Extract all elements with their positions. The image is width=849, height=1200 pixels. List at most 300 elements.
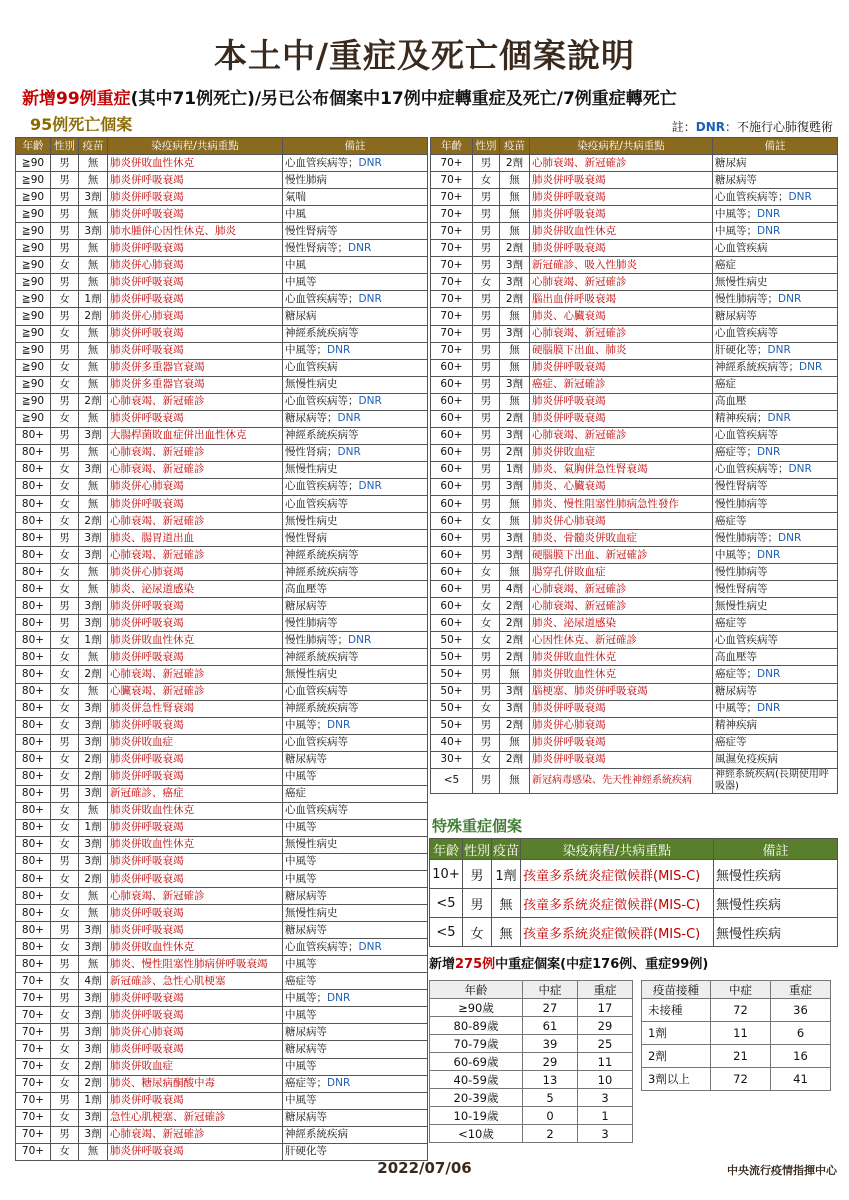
remark-cell [283,871,428,888]
course-cell: 心肺衰竭、新冠確診 [108,393,283,410]
sex-cell: 男 [473,257,500,274]
vaccine-cell: 無 [79,240,108,257]
course-cell: 肺炎併心肺衰竭 [108,564,283,581]
remark-cell [283,478,428,495]
course-cell: 肺炎併呼吸衰竭 [108,717,283,734]
course-cell: 肺炎併呼吸衰竭 [530,189,713,206]
vaccine-cell: 無 [500,564,530,581]
course-cell: 肺炎、慢性阻塞性肺病急性發作 [530,495,713,512]
age-cell: 40+ [431,734,473,751]
sex-cell: 男 [473,461,500,478]
severe-count-cell: 3 [578,1089,633,1107]
course-cell: 肺炎併呼吸衰竭 [108,410,283,427]
remark-cell [713,427,838,444]
remark-cell [283,905,428,922]
vaccine-cell: 2劑 [79,768,108,785]
remark-cell [713,768,838,793]
sex-cell: 女 [51,819,79,836]
course-cell: 肺炎併敗血性休克 [108,836,283,853]
table-row [431,564,838,581]
table-row [16,1126,428,1143]
age-group-cell: <10歲 [430,1125,523,1143]
vaccine-cell: 無 [500,734,530,751]
table-row [16,853,428,870]
sex-cell: 女 [51,495,79,512]
remark-cell [283,785,428,802]
age-group-cell: 70-79歲 [430,1035,523,1053]
sex-cell: 女 [51,1143,79,1160]
remark-text: 慢性肺病等 [715,497,768,510]
remark-cell [713,598,838,615]
course-cell: 肺炎併呼吸衰竭 [530,751,713,768]
sex-cell: 男 [473,444,500,461]
remark-cell [283,1058,428,1075]
vaccine-cell: 無 [79,257,108,274]
age-cell: 60+ [431,461,473,478]
course-cell: 肺炎併呼吸衰竭 [530,359,713,376]
vaccine-cell: 3劑 [79,922,108,939]
age-cell: 70+ [16,1058,51,1075]
age-cell: ≧90 [16,257,51,274]
age-cell: <5 [430,918,463,947]
age-cell: 80+ [16,598,51,615]
sex-cell: 女 [51,768,79,785]
sex-cell: 男 [463,889,492,918]
sex-cell: 女 [51,478,79,495]
sex-cell: 男 [51,155,79,172]
course-cell: 肺炎併呼吸衰竭 [108,1143,283,1160]
sex-cell: 男 [51,189,79,206]
remark-cell [283,581,428,598]
moderate-col-header: 中症 [523,981,578,999]
vaccine-cell: 無 [79,342,108,359]
remark-cell [713,495,838,512]
age-cell: 60+ [431,495,473,512]
vaccine-cell: 3劑 [79,530,108,547]
remark-cell [283,206,428,223]
course-cell: 肺炎併呼吸衰竭 [108,342,283,359]
remark-cell [283,888,428,905]
vaccine-cell: 3劑 [79,461,108,478]
age-cell: 60+ [431,410,473,427]
table-row [431,155,838,172]
age-cell: 80+ [16,461,51,478]
course-cell: 肺炎併呼吸衰竭 [530,410,713,427]
course-cell: 肺炎併呼吸衰竭 [108,325,283,342]
table-row [431,666,838,683]
remark-text: 神經系統疾病等 [285,650,359,663]
sex-cell: 男 [51,308,79,325]
course-cell: 新冠確診、癌症 [108,785,283,802]
col-age: 年齡 [431,138,473,155]
sex-cell: 女 [51,257,79,274]
remark-text: 高血壓 [715,395,747,408]
sex-cell: 女 [51,513,79,530]
dnr-label: DNR [337,412,361,425]
remark-cell [283,1092,428,1109]
remark-text: 精神疾病； [715,412,768,425]
remark-cell [283,1041,428,1058]
remark-text: 中風等 [285,957,317,970]
remark-cell [713,683,838,700]
table-row [431,478,838,495]
vaccine-cell: 3劑 [500,427,530,444]
table-row [431,683,838,700]
sex-cell: 男 [473,308,500,325]
remark-cell [283,1075,428,1092]
dnr-label: DNR [358,940,382,953]
course-cell: 肺炎併呼吸衰竭 [530,700,713,717]
remark-cell [713,359,838,376]
vaccine-cell: 3劑 [79,1041,108,1058]
vaccine-cell: 3劑 [79,700,108,717]
vaccine-cell: 3劑 [79,836,108,853]
age-cell: 60+ [431,393,473,410]
sex-cell: 女 [473,513,500,530]
col-vaccine: 疫苗 [79,138,108,155]
sex-cell: 女 [51,700,79,717]
col-sex: 性別 [463,839,492,860]
moderate-count-cell: 13 [523,1071,578,1089]
remark-cell [283,240,428,257]
col-course: 染疫病程/共病重點 [108,138,283,155]
table-row [431,410,838,427]
course-cell: 肺炎併呼吸衰竭 [108,853,283,870]
subtitle-highlight: 新增99例重症 [22,89,131,109]
vaccine-cell: 2劑 [79,513,108,530]
remark-cell [283,973,428,990]
remark-text: 糖尿病等 [285,1025,327,1038]
table-row [16,581,428,598]
remark-text: 糖尿病等 [715,309,757,322]
page-title: 本土中/重症及死亡個案說明 [213,36,636,75]
course-cell: 心肺衰竭、新冠確診 [108,461,283,478]
remark-text: 癌症 [715,378,736,391]
remark-cell [283,530,428,547]
age-cell: 70+ [16,1007,51,1024]
vaccine-cell: 無 [79,359,108,376]
sex-cell: 女 [51,973,79,990]
col-age: 年齡 [16,138,51,155]
table-row [16,342,428,359]
death-table-right-body [431,155,838,794]
vaccine-cell: 無 [79,683,108,700]
sex-cell: 女 [51,376,79,393]
age-cell: ≧90 [16,376,51,393]
course-cell: 肺炎併呼吸衰竭 [108,768,283,785]
vaccine-cell: 無 [500,393,530,410]
table-row [430,1071,633,1089]
special-cases-table [429,838,838,947]
vaccine-cell: 4劑 [79,973,108,990]
course-cell: 肺炎併敗血性休克 [108,155,283,172]
remark-text: 無慢性病史 [285,667,338,680]
age-cell: 80+ [16,956,51,973]
age-cell: 70+ [431,308,473,325]
age-cell: 60+ [431,564,473,581]
table-row [431,495,838,512]
sex-cell: 男 [473,581,500,598]
age-cell: 80+ [16,495,51,512]
remark-cell: 無慢性疾病 [714,889,838,918]
table-row [431,598,838,615]
course-cell: 肺炎併呼吸衰竭 [530,206,713,223]
remark-text: 中風等； [715,702,757,715]
age-breakdown-body [430,999,633,1143]
remark-cell [283,956,428,973]
dnr-label: DNR [778,292,802,305]
sex-cell: 女 [473,564,500,581]
vaccine-cell: 無 [500,513,530,530]
dnr-label: DNR [358,395,382,408]
course-cell: 肺炎併呼吸衰竭 [108,922,283,939]
death-table-left-body [16,155,428,1161]
sex-cell: 男 [473,393,500,410]
vaccine-cell: 無 [79,649,108,666]
remark-text: 癌症等； [285,1077,327,1090]
table-row [431,359,838,376]
vaccine-cell: 3劑 [79,734,108,751]
age-cell: <5 [430,889,463,918]
course-cell: 肺炎併敗血性休克 [108,632,283,649]
sex-cell: 女 [51,1109,79,1126]
remark-cell [713,615,838,632]
col-remark: 備註 [713,138,838,155]
age-cell: ≧90 [16,172,51,189]
remark-text: 慢性肺病等 [715,565,768,578]
remark-cell [713,461,838,478]
severe-count-cell: 41 [771,1068,831,1091]
vaccine-cell: 2劑 [79,751,108,768]
remark-text: 心血管疾病等； [715,190,789,203]
sex-cell: 男 [473,478,500,495]
table-row [431,717,838,734]
age-cell: 60+ [431,376,473,393]
sex-cell: 男 [51,598,79,615]
severe-col-header: 重症 [771,981,831,999]
remark-text: 高血壓等 [715,650,757,663]
remark-cell [283,547,428,564]
vaccine-cell: 3劑 [500,683,530,700]
remark-cell [713,172,838,189]
sex-cell: 女 [473,598,500,615]
sex-cell: 男 [473,376,500,393]
course-cell: 腸穿孔併敗血症 [530,564,713,581]
sex-cell: 男 [51,734,79,751]
vaccine-cell: 1劑 [79,819,108,836]
remark-text: 無慢性病史 [715,599,768,612]
remark-text: 糖尿病等； [285,412,338,425]
remark-cell [713,206,838,223]
remark-text: 心血管疾病等 [715,633,778,646]
table-row [431,342,838,359]
vaccine-cell: 無 [500,359,530,376]
dnr-note [672,118,833,135]
table-row [16,376,428,393]
table-row [431,223,838,240]
course-cell: 心肺衰竭、新冠確診 [108,666,283,683]
vaccine-cell: 無 [500,172,530,189]
sex-cell: 男 [473,734,500,751]
remark-text: 心血管疾病等； [285,156,359,169]
dnr-label: DNR [358,480,382,493]
course-cell: 肺炎併呼吸衰竭 [108,1041,283,1058]
age-cell: 60+ [431,615,473,632]
age-cell: 80+ [16,649,51,666]
remark-text: 中風等 [285,1060,317,1073]
sex-cell: 男 [473,666,500,683]
vaccine-cell: 1劑 [500,461,530,478]
course-cell: 肺炎併多重器官衰竭 [108,376,283,393]
age-cell: 80+ [16,683,51,700]
course-cell: 肺炎併心肺衰竭 [530,513,713,530]
table-row [16,478,428,495]
vaccine-cell: 無 [79,1143,108,1160]
age-cell: 60+ [431,581,473,598]
remark-cell [713,155,838,172]
course-cell: 肺炎併呼吸衰竭 [530,393,713,410]
age-cell: ≧90 [16,410,51,427]
table-row [16,819,428,836]
remark-cell [283,717,428,734]
dnr-label: DNR [757,224,781,237]
age-cell: ≧90 [16,274,51,291]
sex-cell: 男 [51,785,79,802]
sex-cell: 男 [473,717,500,734]
remark-cell [713,444,838,461]
vaccine-breakdown-table [641,980,831,1091]
table-row [16,1075,428,1092]
table-row [16,939,428,956]
remark-cell [283,513,428,530]
table-row [431,513,838,530]
vaccine-cell: 3劑 [79,939,108,956]
age-cell: 60+ [431,530,473,547]
age-cell: 80+ [16,478,51,495]
vaccine-col-header: 疫苗接種 [642,981,711,999]
age-cell: ≧90 [16,359,51,376]
age-cell: 80+ [16,530,51,547]
course-cell: 肺炎併呼吸衰竭 [108,598,283,615]
remark-text: 心血管疾病等； [285,480,359,493]
remark-cell [283,700,428,717]
remark-text: 糖尿病 [715,156,747,169]
vaccine-cell: 2劑 [79,666,108,683]
remark-text: 中風等 [285,1008,317,1021]
table-row [16,461,428,478]
severe-count-cell: 10 [578,1071,633,1089]
age-cell: 80+ [16,888,51,905]
remark-text: 糖尿病等 [285,753,327,766]
moderate-count-cell: 72 [711,1068,771,1091]
vaccine-cell: 無 [79,956,108,973]
remark-text: 心血管疾病等； [285,292,359,305]
course-cell: 肺炎併呼吸衰竭 [530,734,713,751]
course-cell: 肺炎、骨髓炎併敗血症 [530,530,713,547]
dnr-label: DNR [757,207,781,220]
vaccine-cell: 3劑 [500,700,530,717]
vaccine-cell: 3劑 [79,1126,108,1143]
table-row [430,999,633,1017]
age-cell: 80+ [16,734,51,751]
dnr-label: DNR [788,190,812,203]
table-row [16,410,428,427]
table-row [431,632,838,649]
vaccine-cell: 2劑 [500,717,530,734]
remark-text: 心血管疾病等 [285,736,348,749]
remark-text: 慢性腎病 [285,531,327,544]
course-cell: 大腸桿菌敗血症併出血性休克 [108,427,283,444]
vaccine-dose-cell: 1劑 [642,1022,711,1045]
sex-cell: 女 [51,1075,79,1092]
dnr-label: DNR [757,702,781,715]
remark-text: 無慢性病史 [285,514,338,527]
age-cell: 80+ [16,615,51,632]
sex-cell: 男 [51,853,79,870]
remark-text: 糖尿病等 [285,599,327,612]
table-row [16,802,428,819]
age-cell: 70+ [431,342,473,359]
remark-text: 中風等 [285,821,317,834]
remark-text: 心血管疾病等 [715,429,778,442]
vaccine-cell: 無 [79,564,108,581]
remark-cell [713,223,838,240]
remark-text: 癌症等 [715,514,747,527]
sex-cell: 女 [473,751,500,768]
vaccine-cell: 3劑 [500,530,530,547]
sex-cell: 女 [51,564,79,581]
vaccine-cell: 無 [79,888,108,905]
remark-cell [283,1126,428,1143]
table-row [16,291,428,308]
vaccine-cell: 無 [500,223,530,240]
age-cell: 80+ [16,768,51,785]
remark-cell [713,632,838,649]
sex-cell: 女 [51,871,79,888]
vaccine-breakdown-body [642,999,831,1091]
sex-cell: 女 [51,410,79,427]
remark-text: 慢性腎病等 [715,480,768,493]
vaccine-cell: 無 [492,889,521,918]
table-row [16,325,428,342]
remark-text: 神經系統疾病 [285,1128,348,1141]
dnr-label: DNR [337,446,361,459]
age-cell: 60+ [431,427,473,444]
moderate-col-header: 中症 [711,981,771,999]
sex-cell: 男 [473,768,500,793]
course-cell: 肺炎併呼吸衰竭 [108,990,283,1007]
age-cell: 80+ [16,922,51,939]
vaccine-cell: 2劑 [500,615,530,632]
table-row [431,427,838,444]
remark-text: 慢性肺病等； [285,633,348,646]
table-row [16,1058,428,1075]
sex-cell: 女 [51,632,79,649]
table-row [16,257,428,274]
sex-cell: 女 [51,717,79,734]
note-suffix: ：不施行心肺復甦術 [724,120,833,134]
remark-cell [713,325,838,342]
table-row [16,206,428,223]
remark-text: 糖尿病等 [285,1111,327,1124]
age-cell: 50+ [431,632,473,649]
vaccine-cell: 3劑 [500,478,530,495]
col-course: 染疫病程/共病重點 [530,138,713,155]
remark-text: 中風 [285,258,306,271]
table-row [16,530,428,547]
remark-cell [283,172,428,189]
course-cell: 肺炎併呼吸衰竭 [108,905,283,922]
